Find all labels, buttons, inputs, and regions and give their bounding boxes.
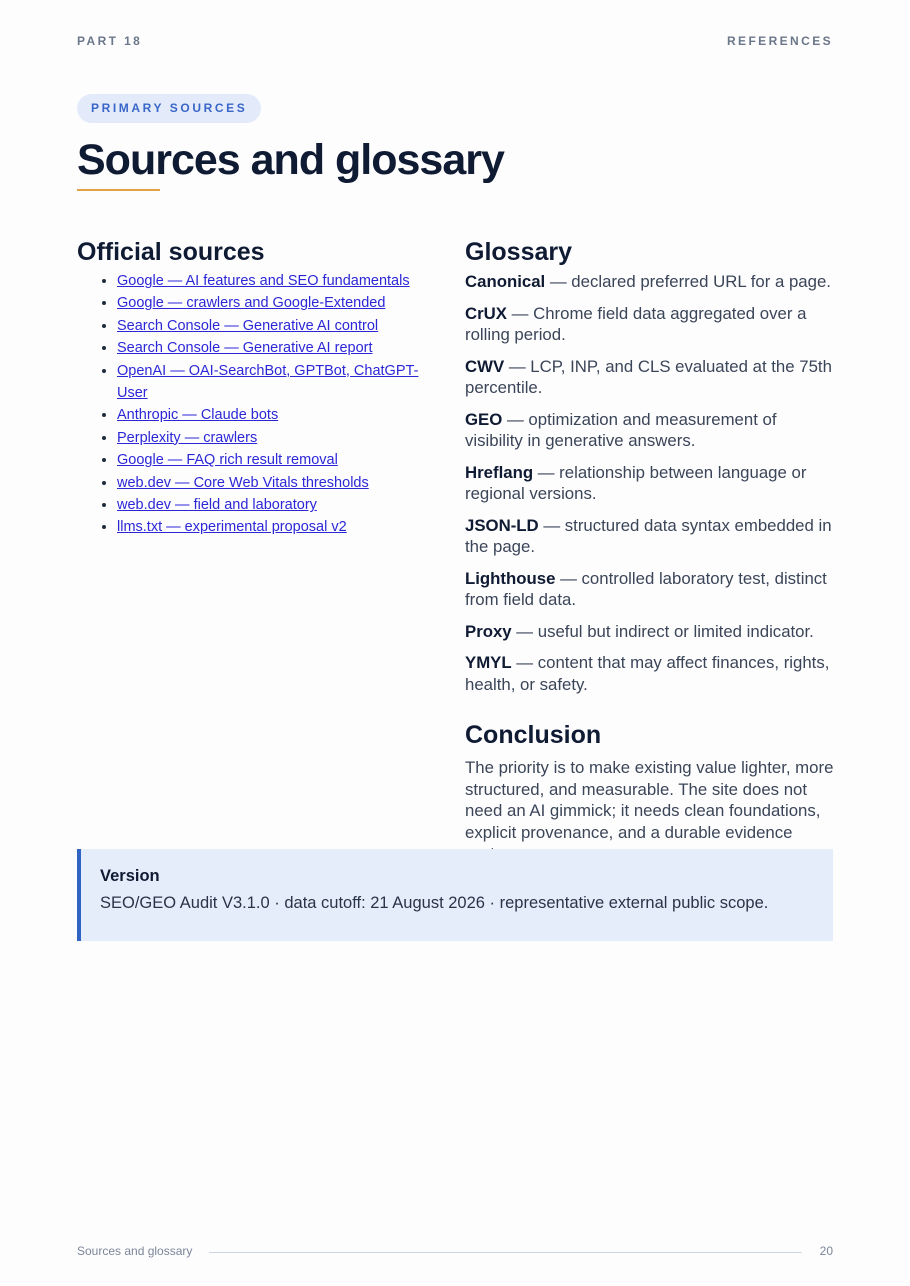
- glossary-heading: Glossary: [465, 238, 573, 266]
- list-item: [117, 404, 447, 426]
- part-label: PART 18: [77, 34, 143, 48]
- title-underline: [77, 189, 160, 191]
- glossary-definition: — content that may affect finances, rights, health, or safety.: [465, 653, 830, 694]
- glossary-entry: [465, 652, 835, 695]
- glossary-term: GEO: [465, 409, 503, 429]
- source-link[interactable]: Anthropic — Claude bots: [117, 407, 279, 424]
- glossary-term: Hreflang: [465, 462, 534, 482]
- sources-list: [77, 270, 447, 539]
- source-link[interactable]: Search Console — Generative AI report: [117, 340, 373, 357]
- page-number: 20: [819, 1244, 833, 1258]
- glossary-definition: — LCP, INP, and CLS evaluated at the 75th percentile.: [465, 356, 832, 397]
- conclusion-text: The priority is to make existing value lighter, more structured, and measurable. The site does not need an AI gimmick; it needs clean foundations, explicit provenance, and a durable evidence: [465, 758, 834, 842]
- glossary-entry: [465, 568, 835, 611]
- source-link[interactable]: web.dev — field and laboratory: [117, 497, 317, 514]
- glossary-definition: — controlled laboratory test, distinct from field data.: [465, 568, 827, 609]
- glossary-entry: [465, 356, 835, 399]
- glossary-entry: [465, 462, 835, 505]
- glossary-term: YMYL: [465, 653, 512, 672]
- glossary-term: Canonical: [465, 272, 546, 291]
- source-link[interactable]: llms.txt — experimental proposal v2: [117, 519, 347, 536]
- glossary-definition: — Chrome field data aggregated over a rolling period.: [465, 303, 807, 344]
- glossary-definition: — structured data syntax embedded in the page.: [465, 515, 832, 556]
- list-item: [117, 449, 447, 471]
- glossary-entry: [465, 409, 835, 452]
- list-item: [117, 494, 447, 516]
- glossary-term: JSON-LD: [465, 515, 539, 535]
- glossary-entry: [465, 303, 835, 346]
- glossary-entry: [465, 271, 835, 293]
- page-title: Sources and glossary: [77, 136, 504, 184]
- official-sources-heading: Official sources: [77, 238, 265, 266]
- source-link[interactable]: web.dev — Core Web Vitals thresholds: [117, 474, 369, 491]
- glossary-definition: — relationship between language or regional versions.: [465, 462, 807, 503]
- source-link[interactable]: Google — AI features and SEO fundamentals: [117, 273, 410, 289]
- source-link[interactable]: Search Console — Generative AI control: [117, 317, 379, 334]
- source-link[interactable]: OpenAI — OAI-SearchBot, GPTBot, ChatGPT-User: [117, 362, 419, 402]
- list-item: [117, 427, 447, 449]
- glossary-term: CrUX: [465, 303, 507, 323]
- source-link[interactable]: Google — FAQ rich result removal: [117, 452, 338, 469]
- conclusion-heading: Conclusion: [465, 721, 602, 749]
- list-item: [117, 516, 447, 538]
- list-item: [117, 270, 447, 292]
- list-item: [117, 472, 447, 494]
- footer-divider: [209, 1252, 802, 1253]
- list-item: [117, 360, 447, 405]
- glossary-list: [465, 271, 835, 695]
- glossary-definition: — useful but indirect or limited indicator.: [511, 621, 814, 641]
- glossary-term: CWV: [465, 356, 505, 376]
- version-text: SEO/GEO Audit V3.1.0 · data cutoff: 21 August 2026 · representative external public scope.: [100, 894, 769, 912]
- source-link[interactable]: Perplexity — crawlers: [117, 429, 258, 446]
- version-title: Version: [100, 867, 160, 885]
- list-item: [117, 337, 447, 359]
- version-callout: [77, 849, 833, 941]
- glossary-entry: [465, 515, 835, 558]
- list-item: [117, 292, 447, 314]
- footer-title: Sources and glossary: [77, 1244, 193, 1258]
- kicker-badge: PRIMARY SOURCES: [77, 94, 261, 123]
- list-item: [117, 315, 447, 337]
- section-label: REFERENCES: [726, 34, 833, 48]
- glossary-definition: — optimization and measurement of visibility in generative answers.: [465, 409, 777, 450]
- glossary-term: Lighthouse: [465, 568, 556, 588]
- glossary-section: [465, 236, 835, 865]
- glossary-term: Proxy: [465, 621, 512, 641]
- official-sources-section: [77, 236, 447, 539]
- glossary-definition: — declared preferred URL for a page.: [545, 272, 831, 291]
- glossary-entry: [465, 621, 835, 643]
- source-link[interactable]: Google — crawlers and Google-Extended: [117, 295, 386, 312]
